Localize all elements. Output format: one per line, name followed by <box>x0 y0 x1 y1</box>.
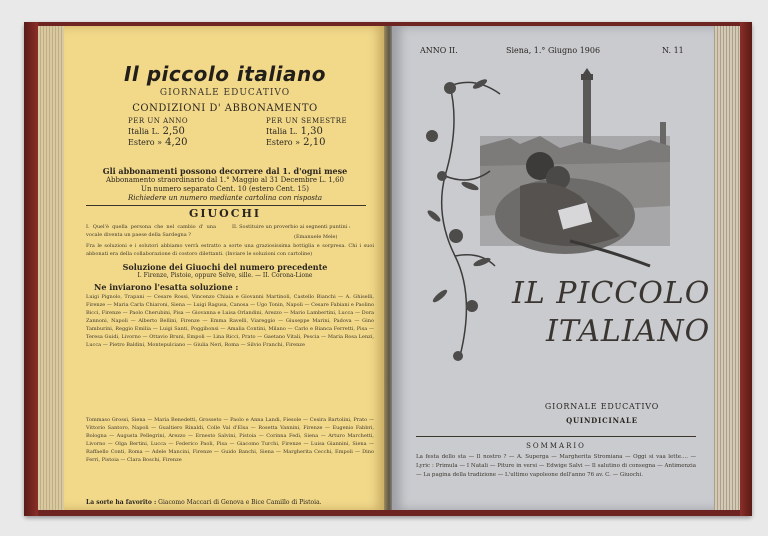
games-heading: GIUOCHI <box>188 207 261 220</box>
solutions-line: I. Firenze, Pistoie, oppure Selve, sille. — II. Corona-Lione <box>137 272 313 279</box>
semester-column <box>266 117 366 148</box>
binding-spine-left <box>24 22 38 516</box>
subscription-notice: Gli abbonamenti possono decorrere dal 1. d'ogni mese <box>102 166 348 176</box>
senders-list-2: Tommaso Grossi, Siena — Maria Benedetti, Grosseto — Paolo e Anna Landi, Fiesole — Cesira Bartolini, Prato — Vittorio Santoro, Napoli — Gualtiero Rinaldi, Colle Val d'Elsa — Rosetta Vannini, Firenze — Eugenio Fabbri, Bologna — Augusta Pellegrini, Arezzo — Ernesto Salvini, Pistoia — Corinna Fedi, Siena — Arturo Marchetti, Livorno — Olga Bertini, Lucca — Federico Paoli, Pisa — Giacomo Turchi, Firenze — Luisa Giannini, Siena — Raffaello Conti, Roma — Adele Mancini, Firenze — Guido Banchi, Siena — Margherita Cecchi, Empoli — Dino Ferri, Pistoia — Clara Boschi, Firenze <box>86 417 374 463</box>
extraordinary-subscription: Abbonamento straordinario dal 1.° Maggio al 31 Decembre L. 1,60 <box>106 176 344 184</box>
solutions-heading: Soluzione dei Giuochi del numero precedente <box>122 262 328 272</box>
left-page-title: Il piccolo italiano <box>123 62 327 86</box>
issue-year: ANNO II. <box>420 46 458 55</box>
left-page <box>64 26 386 510</box>
summary-divider <box>416 436 696 437</box>
semester-italia-price: 1,30 <box>300 126 323 137</box>
single-copy-price: Un numero separato Cent. 10 (estero Cent. 15) <box>141 185 309 193</box>
left-page-subtitle: GIORNALE EDUCATIVO <box>159 88 291 98</box>
semester-header: PER UN SEMESTRE <box>266 117 348 125</box>
year-estero-label: Estero » <box>128 138 162 147</box>
semester-estero-price: 2,10 <box>303 137 326 148</box>
year-estero-price: 4,20 <box>165 137 188 148</box>
right-page <box>392 26 714 510</box>
year-header: PER UN ANNO <box>128 117 189 125</box>
year-column <box>128 117 218 148</box>
issue-date: Siena, 1.° Giugno 1906 <box>506 46 601 55</box>
page-edges-right <box>712 26 740 510</box>
masthead-title-line-1: IL PICCOLO <box>512 276 711 311</box>
year-italia-label: Italia L. <box>128 127 160 136</box>
conditions-heading: CONDIZIONI D' ABBONAMENTO <box>132 103 318 114</box>
game-two: II. Sostituire un proverbio ai segnenti puntini : <box>232 224 351 230</box>
issue-number: N. 11 <box>662 46 684 55</box>
divider <box>86 205 366 206</box>
game-note: Fra le soluzioni e i solutori abbiamo verrà estratto a sorte una graziosissima bottiglia e sorpresa. Chi i suoi abbonati era della collaborazione di costoro dilettanti. (Inviare le soluzioni con cartoline) <box>86 243 374 257</box>
page-edges-left <box>38 26 64 510</box>
lottery-label: La sorte ha favorito : <box>86 499 157 506</box>
semester-italia-label: Italia L. <box>266 127 298 136</box>
senders-list-1: Luigi Pignolo, Trapani — Cesare Rossi, Vincenzo Chiaia e Giovanni Martinoli, Castello Bianchi — A. Ghiselli, Firenze — Maria Carla Chiaroni, Siena — Luigi Ragusa, Canosa — Ugo Tonin, Napoli — Cesare Fabiani e Paolino Bicci, Firenze — Paolo Cherubini, Pisa — Giovanna e Luisa Orlandini, Arezzo — Mario Lambertini, Lucca — Dora Zannoni, Napoli — Alberto Bellini, Firenze — Emma Ravelli, Viareggio — Giuseppe Marini, Padova — Gino Tamburini, Reggio Emilia — Luigi Santi, Poggibonsi — Amalia Contini, Milano — Carlo e Bianca Ferretti, Pisa — Teresa Guidi, Livorno — Ottavio Bruni, Empoli — Lina Ricci, Prato — Gaetano Vitali, Pescia — Maria Rosa Lenzi, Lucca — Pietro Baldini, Montepulciano — Giulia Neri, Roma — Silvio Franchi, Firenze <box>86 294 374 348</box>
game-author: (Emanuele Mele) <box>294 234 338 240</box>
summary-heading: SOMMARIO <box>526 442 586 450</box>
semester-estero-label: Estero » <box>266 138 300 147</box>
year-italia-price: 2,50 <box>162 126 185 137</box>
lottery-line <box>86 499 376 506</box>
summary-text: La festa dello sta — Il nostro ? — A. Superga — Margherita Stromiana — Oggi si vaa lette.... — Lyric : Primula — I Natali — Piture in versi — Edwige Salvi — Il salutino di consegna — Antimenzia — La pagina della tradizione — L'ultimo vapoleone dell'anno 76 av. C. — Giuochi. <box>416 454 696 478</box>
lottery-winner: Giacomo Maccari di Genova e Bice Camillo di Pistoia. <box>158 499 322 506</box>
masthead-subtitle: GIORNALE EDUCATIVO <box>544 402 660 411</box>
game-one: I. Quel'è quella persona che nel cambio d' una vocale diventa un paese della Sardegna ? <box>86 224 216 238</box>
senders-heading: Ne inviarono l'esatta soluzione : <box>94 282 239 292</box>
masthead-frequency: QUINDICINALE <box>566 416 638 425</box>
binding-spine-right <box>740 22 752 516</box>
masthead-title-line-2: ITALIANO <box>546 314 711 349</box>
request-note: Richiedere un numero mediante cartolina con risposta <box>127 194 322 202</box>
